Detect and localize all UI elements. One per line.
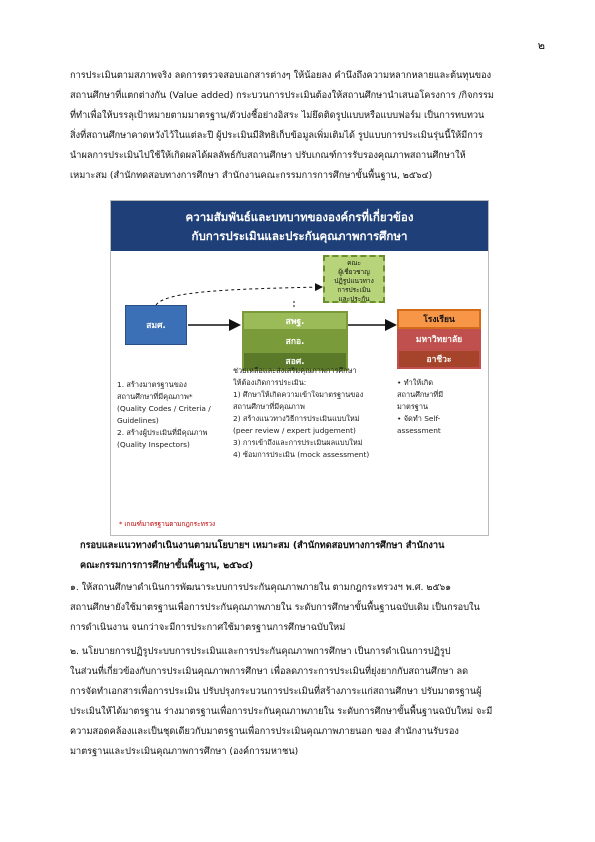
arrow-left-to-dashed — [156, 287, 321, 305]
box-ohec-label: สกอ. — [285, 337, 305, 347]
box-expert-committee — [323, 255, 385, 303]
point-1-paragraph: ๑. ให้สถานศึกษาดำเนินการพัฒนาระบบการประกันคุณภาพภายใน ตามกฎกระทรวงฯ พ.ศ. ๒๕๖๑ สถานศึกษายังใช้มาตรฐานเพื่อการประกันคุณภาพภายใน ระดับการศึกษาขั้นพื้นฐานฉบับเดิม เป็นกรอบใน การดำเนินงาน จนกว่าจะมีการประกาศใช้มาตรฐานการศึกษาฉบับใหม่ — [70, 582, 480, 633]
intro-paragraph: การประเมินตามสภาพจริง ลดการตรวจสอบเอกสารต่างๆ ให้น้อยลง คำนึงถึงความหลากหลายและต้นทุนของ สถานศึกษาที่แตกต่างกัน (Value added) กระบวนการประเมินต้องให้สถานศึกษานำเสนอโครงการ /กิจกรรม ที่ทำเพื่อให้บรรลุเป้าหมายตามมาตรฐาน/ตัวบ่งชี้อย่างอิสระ ไม่ยึดติดรูปแบบหรือแบบฟอร์ม เป็นการทบทวน สิ่งที่สถานศึกษาคาดหวังไว้ในแต่ละปี ผู้ประเมินมีสิทธิเก็บข้อมูลเพิ่มเติมได้ รูปแบบการประเมินรุ่นนี้ให้มีการ นำผลการประเมินไปใช้ให้เกิดผลได้ผลลัพธ์กับสถานศึกษา ปรับเกณฑ์การรับรองคุณภาพสถานศึกษาให้ เหมาะสม (สำนักทดสอบทางการศึกษา สำนักงานคณะกรรมการการศึกษาขั้นพื้นฐาน, ๒๕๖๔) — [70, 70, 494, 181]
box-onesqa-label: สมศ. — [146, 321, 166, 331]
box-ovec-label: สอศ. — [285, 357, 305, 367]
box-school-label: โรงเรียน — [423, 315, 455, 325]
middle-text-list: ช่วยเหลือและส่งเสริมคุณภาพการศึกษา ให้ต้องเกิดการประเมิน: 1) ศึกษาให้เกิดความเข้าใจมาตรฐานของ สถานศึกษาที่มีคุณภาพ 2) สร้างแนวทางวิธีการประเมินแบบใหม่ (peer review / expert judgement) 3) การเข้าถึงและการประเมินผลแบบใหม่ 4) ซ้อมการประเมิน (mock assessment) — [233, 366, 370, 459]
box-expert-committee-label: คณะ ผู้เชี่ยวชาญ ปฏิรูปแนวทาง การประเมิน และประกัน — [334, 259, 374, 303]
box-vocational — [397, 349, 481, 369]
diagram-title-line2: กับการประเมินและประกันคุณภาพการศึกษา — [191, 229, 408, 243]
box-obec-label: สพฐ. — [285, 317, 305, 327]
box-school — [397, 309, 481, 329]
box-university-label: มหาวิทยาลัย — [415, 335, 463, 345]
figure-caption: กรอบและแนวทางดำเนินงานตามนโยบายฯ เหมาะสม (สำนักทดสอบทางการศึกษา สำนักงาน คณะกรรมการการศึกษาขั้นพื้นฐาน, ๒๕๖๔) — [80, 540, 445, 571]
diagram-footnote: * เกณฑ์มาตรฐานตามกฎกระทรวง — [119, 520, 216, 528]
point-2-paragraph: ๒. นโยบายการปฏิรูประบบการประเมินและการประกันคุณภาพการศึกษา เป็นการดำเนินการปฏิรูป ในส่วนที่เกี่ยวข้องกับการประเมินคุณภาพการศึกษา เพื่อลดภาระการประเมินที่ยุ่งยากกับสถานศึกษา ลด การจัดทำเอกสารเพื่อการประเมิน ปรับปรุงกระบวนการประเมินที่สร้างภาระแก่สถานศึกษา ปรับมาตรฐานผู้ ประเมินให้ได้มาตรฐาน ร่างมาตรฐานเพื่อการประกันคุณภาพภายใน ระดับการศึกษาขั้นพื้นฐานฉบับใหม่ จะมี ความสอดคล้องและเป็นชุดเดียวกับมาตรฐานเพื่อการประเมินคุณภาพภายนอก ของ สำนักงานรับรอง มาตรฐานและประเมินคุณภาพการศึกษา (องค์การมหาชน) — [70, 646, 493, 757]
org-relationship-diagram — [110, 200, 489, 536]
page-number: ๒ — [537, 39, 545, 52]
box-ohec — [242, 331, 348, 351]
box-university — [397, 329, 481, 349]
box-onesqa — [125, 305, 187, 345]
diagram-title-line1: ความสัมพันธ์และบทบาทขององค์กรที่เกี่ยวข้อง — [185, 210, 414, 224]
box-vocational-label: อาชีวะ — [426, 355, 452, 365]
right-text-list: • ทำให้เกิด สถานศึกษาที่มี มาตรฐาน • จัดทำ Self- assessment — [397, 378, 444, 435]
left-text-list: 1. สร้างมาตรฐานของ สถานศึกษาที่มีคุณภาพ* (Quality Codes / Criteria / Guidelines) 2. สร้างผู้ประเมินที่มีคุณภาพ (Quality Inspectors) — [117, 380, 211, 449]
box-obec — [242, 311, 348, 331]
